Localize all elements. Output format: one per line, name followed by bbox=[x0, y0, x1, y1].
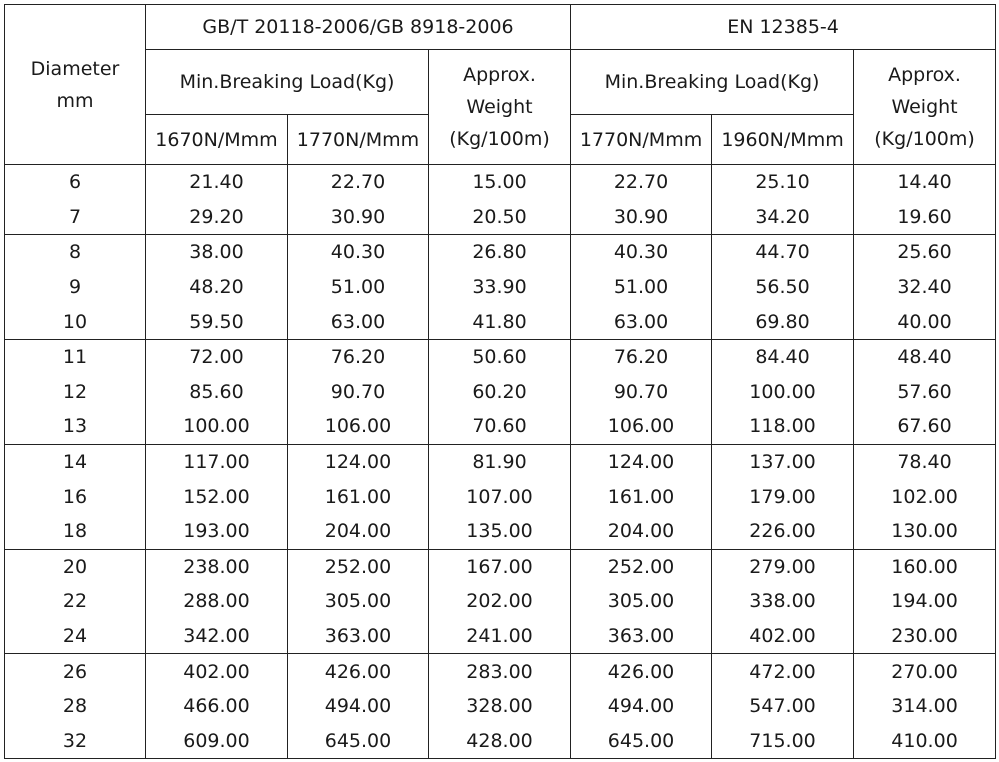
gb-1670-load-cell: 288.00 bbox=[146, 584, 288, 619]
table-row bbox=[5, 514, 996, 549]
en-1960-load-cell: 56.50 bbox=[712, 270, 854, 305]
gb-weight-cell: 202.00 bbox=[429, 584, 571, 619]
gb-weight-cell: 20.50 bbox=[429, 200, 571, 235]
table-row bbox=[5, 165, 996, 200]
diameter-cell: 16 bbox=[5, 479, 146, 514]
gb-1670-load-cell: 466.00 bbox=[146, 689, 288, 724]
en-weight-cell: 410.00 bbox=[854, 724, 996, 759]
en-1770-load-cell: 426.00 bbox=[571, 654, 712, 689]
diameter-cell: 18 bbox=[5, 514, 146, 549]
en-1770-load-cell: 161.00 bbox=[571, 479, 712, 514]
diameter-cell: 14 bbox=[5, 444, 146, 479]
en-1960-load-cell: 44.70 bbox=[712, 235, 854, 270]
gb-1770-load-cell: 645.00 bbox=[288, 724, 429, 759]
en-weight-cell: 19.60 bbox=[854, 200, 996, 235]
en-weight-cell: 57.60 bbox=[854, 375, 996, 410]
gb-1770-load-cell: 204.00 bbox=[288, 514, 429, 549]
diameter-cell: 12 bbox=[5, 375, 146, 410]
en-weight-cell: 130.00 bbox=[854, 514, 996, 549]
table-row bbox=[5, 584, 996, 619]
diameter-header-line1: Diameter bbox=[30, 57, 120, 80]
en-1770-load-cell: 305.00 bbox=[571, 584, 712, 619]
gb-weight-cell: 135.00 bbox=[429, 514, 571, 549]
gb-1670-load-cell: 117.00 bbox=[146, 444, 288, 479]
gb-weight-cell: 50.60 bbox=[429, 339, 571, 374]
diameter-cell: 24 bbox=[5, 619, 146, 654]
en-weight-cell: 270.00 bbox=[854, 654, 996, 689]
en-1960-load-cell: 715.00 bbox=[712, 724, 854, 759]
en-weight-cell: 102.00 bbox=[854, 479, 996, 514]
table-row bbox=[5, 549, 996, 584]
gb-1670-load-cell: 609.00 bbox=[146, 724, 288, 759]
en-1960-load-cell: 69.80 bbox=[712, 304, 854, 339]
table-row bbox=[5, 444, 996, 479]
en-1770-load-cell: 645.00 bbox=[571, 724, 712, 759]
gb-1770-load-cell: 22.70 bbox=[288, 165, 429, 200]
gb-1770-load-cell: 426.00 bbox=[288, 654, 429, 689]
gb-weight-cell: 283.00 bbox=[429, 654, 571, 689]
en-1770-load-cell: 124.00 bbox=[571, 444, 712, 479]
diameter-cell: 13 bbox=[5, 409, 146, 444]
gb-1770-load-cell: 40.30 bbox=[288, 235, 429, 270]
gb-1670-load-cell: 21.40 bbox=[146, 165, 288, 200]
en-min-breaking-load-header: Min.Breaking Load(Kg) bbox=[571, 50, 854, 115]
table-body bbox=[5, 165, 996, 759]
table-row bbox=[5, 409, 996, 444]
en-1770-load-cell: 90.70 bbox=[571, 375, 712, 410]
en-1960-load-cell: 472.00 bbox=[712, 654, 854, 689]
en-1960-load-cell: 118.00 bbox=[712, 409, 854, 444]
table-row bbox=[5, 689, 996, 724]
gb-1670-load-cell: 85.60 bbox=[146, 375, 288, 410]
diameter-cell: 11 bbox=[5, 339, 146, 374]
gb-1670-load-cell: 100.00 bbox=[146, 409, 288, 444]
gb-1770-load-cell: 63.00 bbox=[288, 304, 429, 339]
gb-1770-load-cell: 161.00 bbox=[288, 479, 429, 514]
gb-1770-load-cell: 363.00 bbox=[288, 619, 429, 654]
gb-1670-load-cell: 152.00 bbox=[146, 479, 288, 514]
gb-weight-cell: 70.60 bbox=[429, 409, 571, 444]
gb-1670-load-cell: 342.00 bbox=[146, 619, 288, 654]
en-weight-cell: 32.40 bbox=[854, 270, 996, 305]
gb-weight-cell: 26.80 bbox=[429, 235, 571, 270]
table-row bbox=[5, 654, 996, 689]
gb-1670-load-cell: 193.00 bbox=[146, 514, 288, 549]
gb-weight-cell: 60.20 bbox=[429, 375, 571, 410]
en-1960-load-cell: 25.10 bbox=[712, 165, 854, 200]
en-1960-load-cell: 226.00 bbox=[712, 514, 854, 549]
en-1960-load-cell: 137.00 bbox=[712, 444, 854, 479]
en-1960-load-cell: 547.00 bbox=[712, 689, 854, 724]
gb-1770-load-cell: 305.00 bbox=[288, 584, 429, 619]
gb-approx-weight-header bbox=[429, 50, 571, 165]
gb-approx-line3: (Kg/100m) bbox=[449, 128, 550, 150]
gb-1670-load-cell: 402.00 bbox=[146, 654, 288, 689]
en-1960-load-cell: 100.00 bbox=[712, 375, 854, 410]
en-1960-load-cell: 34.20 bbox=[712, 200, 854, 235]
gb-1770-load-cell: 90.70 bbox=[288, 375, 429, 410]
diameter-cell: 28 bbox=[5, 689, 146, 724]
en-1770-load-cell: 494.00 bbox=[571, 689, 712, 724]
gb-grade-1670-header: 1670N/Mmm bbox=[146, 115, 288, 165]
en-1960-load-cell: 84.40 bbox=[712, 339, 854, 374]
gb-1670-load-cell: 29.20 bbox=[146, 200, 288, 235]
en-1770-load-cell: 363.00 bbox=[571, 619, 712, 654]
en-1770-load-cell: 63.00 bbox=[571, 304, 712, 339]
diameter-cell: 10 bbox=[5, 304, 146, 339]
table-row bbox=[5, 479, 996, 514]
gb-1770-load-cell: 252.00 bbox=[288, 549, 429, 584]
en-1960-load-cell: 179.00 bbox=[712, 479, 854, 514]
gb-weight-cell: 33.90 bbox=[429, 270, 571, 305]
diameter-cell: 8 bbox=[5, 235, 146, 270]
gb-1770-load-cell: 30.90 bbox=[288, 200, 429, 235]
gb-weight-cell: 41.80 bbox=[429, 304, 571, 339]
wire-rope-spec-table bbox=[4, 4, 996, 759]
gb-1670-load-cell: 38.00 bbox=[146, 235, 288, 270]
gb-weight-cell: 167.00 bbox=[429, 549, 571, 584]
gb-1770-load-cell: 124.00 bbox=[288, 444, 429, 479]
gb-approx-line1: Approx. bbox=[463, 64, 536, 86]
diameter-cell: 32 bbox=[5, 724, 146, 759]
standard-gb-header: GB/T 20118-2006/GB 8918-2006 bbox=[146, 5, 571, 50]
table-row bbox=[5, 270, 996, 305]
en-1960-load-cell: 338.00 bbox=[712, 584, 854, 619]
standard-en-header: EN 12385-4 bbox=[571, 5, 996, 50]
en-1770-load-cell: 30.90 bbox=[571, 200, 712, 235]
gb-1670-load-cell: 238.00 bbox=[146, 549, 288, 584]
diameter-header bbox=[5, 5, 146, 165]
en-grade-1770-header: 1770N/Mmm bbox=[571, 115, 712, 165]
diameter-cell: 7 bbox=[5, 200, 146, 235]
en-approx-weight-header bbox=[854, 50, 996, 165]
gb-weight-cell: 107.00 bbox=[429, 479, 571, 514]
gb-1670-load-cell: 72.00 bbox=[146, 339, 288, 374]
table-row bbox=[5, 375, 996, 410]
table-row bbox=[5, 235, 996, 270]
gb-1770-load-cell: 76.20 bbox=[288, 339, 429, 374]
gb-1670-load-cell: 48.20 bbox=[146, 270, 288, 305]
gb-weight-cell: 15.00 bbox=[429, 165, 571, 200]
diameter-cell: 6 bbox=[5, 165, 146, 200]
en-approx-line1: Approx. bbox=[888, 64, 961, 86]
en-weight-cell: 230.00 bbox=[854, 619, 996, 654]
gb-weight-cell: 81.90 bbox=[429, 444, 571, 479]
gb-min-breaking-load-header: Min.Breaking Load(Kg) bbox=[146, 50, 429, 115]
gb-weight-cell: 241.00 bbox=[429, 619, 571, 654]
gb-1770-load-cell: 106.00 bbox=[288, 409, 429, 444]
en-1770-load-cell: 76.20 bbox=[571, 339, 712, 374]
en-1770-load-cell: 252.00 bbox=[571, 549, 712, 584]
table-row bbox=[5, 304, 996, 339]
en-grade-1960-header: 1960N/Mmm bbox=[712, 115, 854, 165]
en-weight-cell: 25.60 bbox=[854, 235, 996, 270]
en-weight-cell: 67.60 bbox=[854, 409, 996, 444]
en-1770-load-cell: 40.30 bbox=[571, 235, 712, 270]
table-row bbox=[5, 724, 996, 759]
en-weight-cell: 160.00 bbox=[854, 549, 996, 584]
table-row bbox=[5, 200, 996, 235]
gb-grade-1770-header: 1770N/Mmm bbox=[288, 115, 429, 165]
diameter-cell: 9 bbox=[5, 270, 146, 305]
en-1770-load-cell: 106.00 bbox=[571, 409, 712, 444]
gb-1770-load-cell: 494.00 bbox=[288, 689, 429, 724]
en-weight-cell: 78.40 bbox=[854, 444, 996, 479]
gb-weight-cell: 428.00 bbox=[429, 724, 571, 759]
en-1770-load-cell: 51.00 bbox=[571, 270, 712, 305]
gb-1770-load-cell: 51.00 bbox=[288, 270, 429, 305]
table-row bbox=[5, 339, 996, 374]
diameter-cell: 20 bbox=[5, 549, 146, 584]
gb-weight-cell: 328.00 bbox=[429, 689, 571, 724]
diameter-header-line2: mm bbox=[56, 89, 94, 112]
en-1960-load-cell: 402.00 bbox=[712, 619, 854, 654]
table-row bbox=[5, 619, 996, 654]
en-weight-cell: 48.40 bbox=[854, 339, 996, 374]
diameter-cell: 26 bbox=[5, 654, 146, 689]
en-weight-cell: 194.00 bbox=[854, 584, 996, 619]
en-1960-load-cell: 279.00 bbox=[712, 549, 854, 584]
diameter-cell: 22 bbox=[5, 584, 146, 619]
gb-1670-load-cell: 59.50 bbox=[146, 304, 288, 339]
en-1770-load-cell: 22.70 bbox=[571, 165, 712, 200]
en-1770-load-cell: 204.00 bbox=[571, 514, 712, 549]
en-approx-line2: Weight bbox=[891, 96, 958, 118]
en-weight-cell: 40.00 bbox=[854, 304, 996, 339]
en-approx-line3: (Kg/100m) bbox=[874, 128, 975, 150]
en-weight-cell: 314.00 bbox=[854, 689, 996, 724]
gb-approx-line2: Weight bbox=[466, 96, 533, 118]
en-weight-cell: 14.40 bbox=[854, 165, 996, 200]
